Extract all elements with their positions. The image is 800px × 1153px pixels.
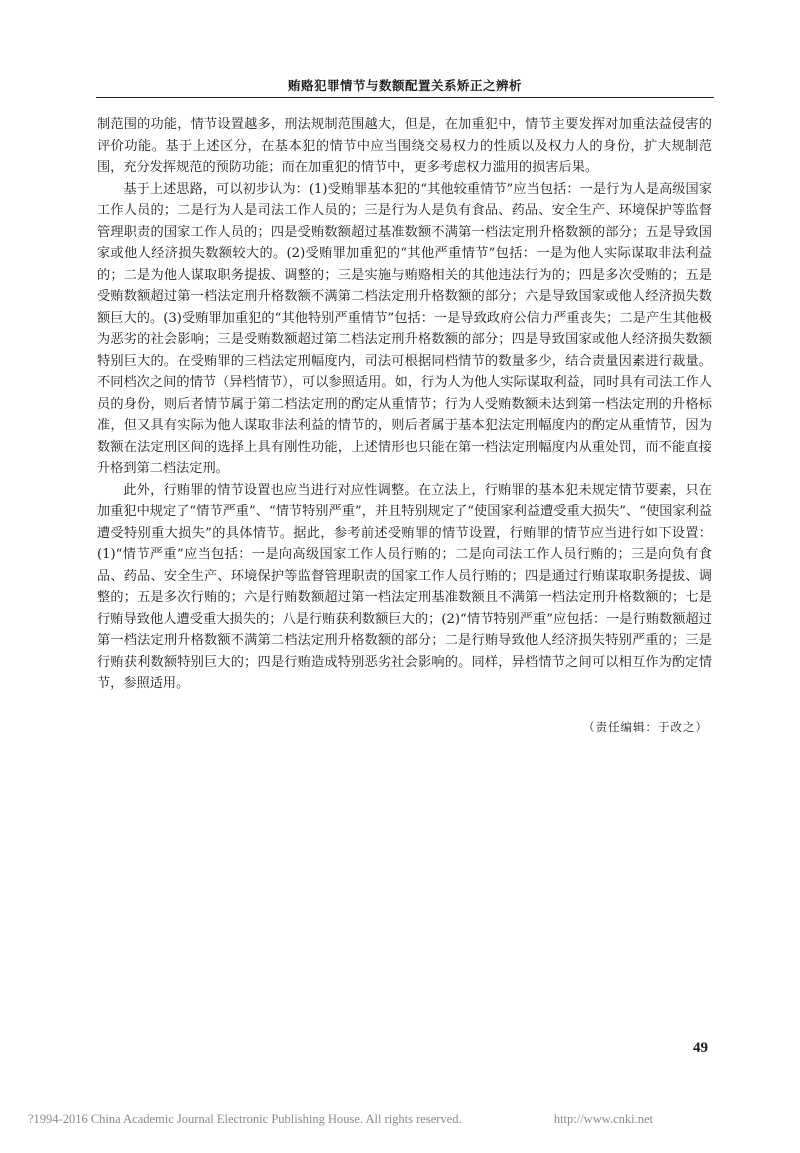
article-body (97, 114, 712, 695)
header-divider (96, 97, 714, 98)
paragraph: 制范围的功能，情节设置越多，刑法规制范围越大，但是，在加重犯中，情节主要发挥对加重法益侵害的评价功能。基于上述区分，在基本犯的情节中应当围绕交易权力的性质以及权力人的身份，扩大规制范围，充分发挥规范的预防功能；而在加重犯的情节中，更多考虑权力滥用的损害后果。 (97, 117, 712, 175)
page-number: 49 (693, 1040, 708, 1056)
paragraph: 此外，行贿罪的情节设置也应当进行对应性调整。在立法上，行贿罪的基本犯未规定情节要素，只在加重犯中规定了“情节严重”、“情节特别严重”，并且特别规定了“使国家利益遭受重大损失”、“使国家利益遭受特别重大损失”的具体情节。据此，参考前述受贿罪的情节设置，行贿罪的情节应当进行如下设置：(1)“情节严重”应当包括：一是向高级国家工作人员行贿的；二是向司法工作人员行贿的；三是向负有食品、药品、安全生产、环境保护等监督管理职责的国家工作人员行贿的；四是通过行贿谋取职务提拔、调整的；五是多次行贿的；六是行贿数额超过第一档法定刑基准数额且不满第一档法定刑升格数额的；七是行贿导致他人遭受重大损失的；八是行贿获利数额巨大的；(2)“情节特别严重”应包括：一是行贿数额超过第一档法定刑升格数额不满第二档法定刑升格数额的部分；二是行贿导致他人经济损失特别严重的；三是行贿获利数额特别巨大的；四是行贿造成特别恶劣社会影响的。同样，异档情节之间可以相互作为酌定情节，参照适用。 (97, 482, 712, 691)
footer-url-link[interactable]: http://www.cnki.net (553, 1112, 653, 1126)
responsible-editor-note: （责任编辑：于改之） (583, 720, 708, 734)
paragraph: 基于上述思路，可以初步认为：(1)受贿罪基本犯的“其他较重情节”应当包括：一是行为人是高级国家工作人员的；二是行为人是司法工作人员的；三是行为人是负有食品、药品、安全生产、环境保护等监督管理职责的国家工作人员的；四是受贿数额超过基准数额不满第一档法定刑升格数额的部分；五是导致国家或他人经济损失数额较大的。(2)受贿罪加重犯的“其他严重情节”包括：一是为他人实际谋取非法利益的；二是为他人谋取职务提拔、调整的；三是实施与贿赂相关的其他违法行为的；四是多次受贿的；五是受贿数额超过第一档法定刑升格数额不满第二档法定刑升格数额的部分；六是导致国家或他人经济损失数额巨大的。(3)受贿罪加重犯的“其他特别严重情节”包括：一是导致政府公信力严重丧失；二是产生其他极为恶劣的社会影响；三是受贿数额超过第二档法定刑升格数额的部分；四是导致国家或他人经济损失数额特别巨大的。在受贿罪的三档法定刑幅度内，司法可根据同档情节的数量多少，结合责量因素进行裁量。不同档次之间的情节（异档情节），可以参照适用。如，行为人为他人实际谋取利益，同时具有司法工作人员的身份，则后者情节属于第二档法定刑的酌定从重情节；行为人受贿数额未达到第一档法定刑的升格标准，但又具有实际为他人谋取非法利益的情节的，则后者属于基本犯法定刑幅度内的酌定从重情节，因为数额在法定刑区间的选择上具有刚性功能，上述情形也只能在第一档法定刑幅度内从重处罚，而不能直接升格到第二档法定刑。 (97, 181, 712, 476)
copyright-footer (28, 1112, 788, 1127)
running-header: 贿赂犯罪情节与数额配置关系矫正之辨析 (287, 78, 522, 93)
copyright-text: ?1994-2016 China Academic Journal Electronic Publishing House. All rights reserved. (28, 1112, 462, 1126)
